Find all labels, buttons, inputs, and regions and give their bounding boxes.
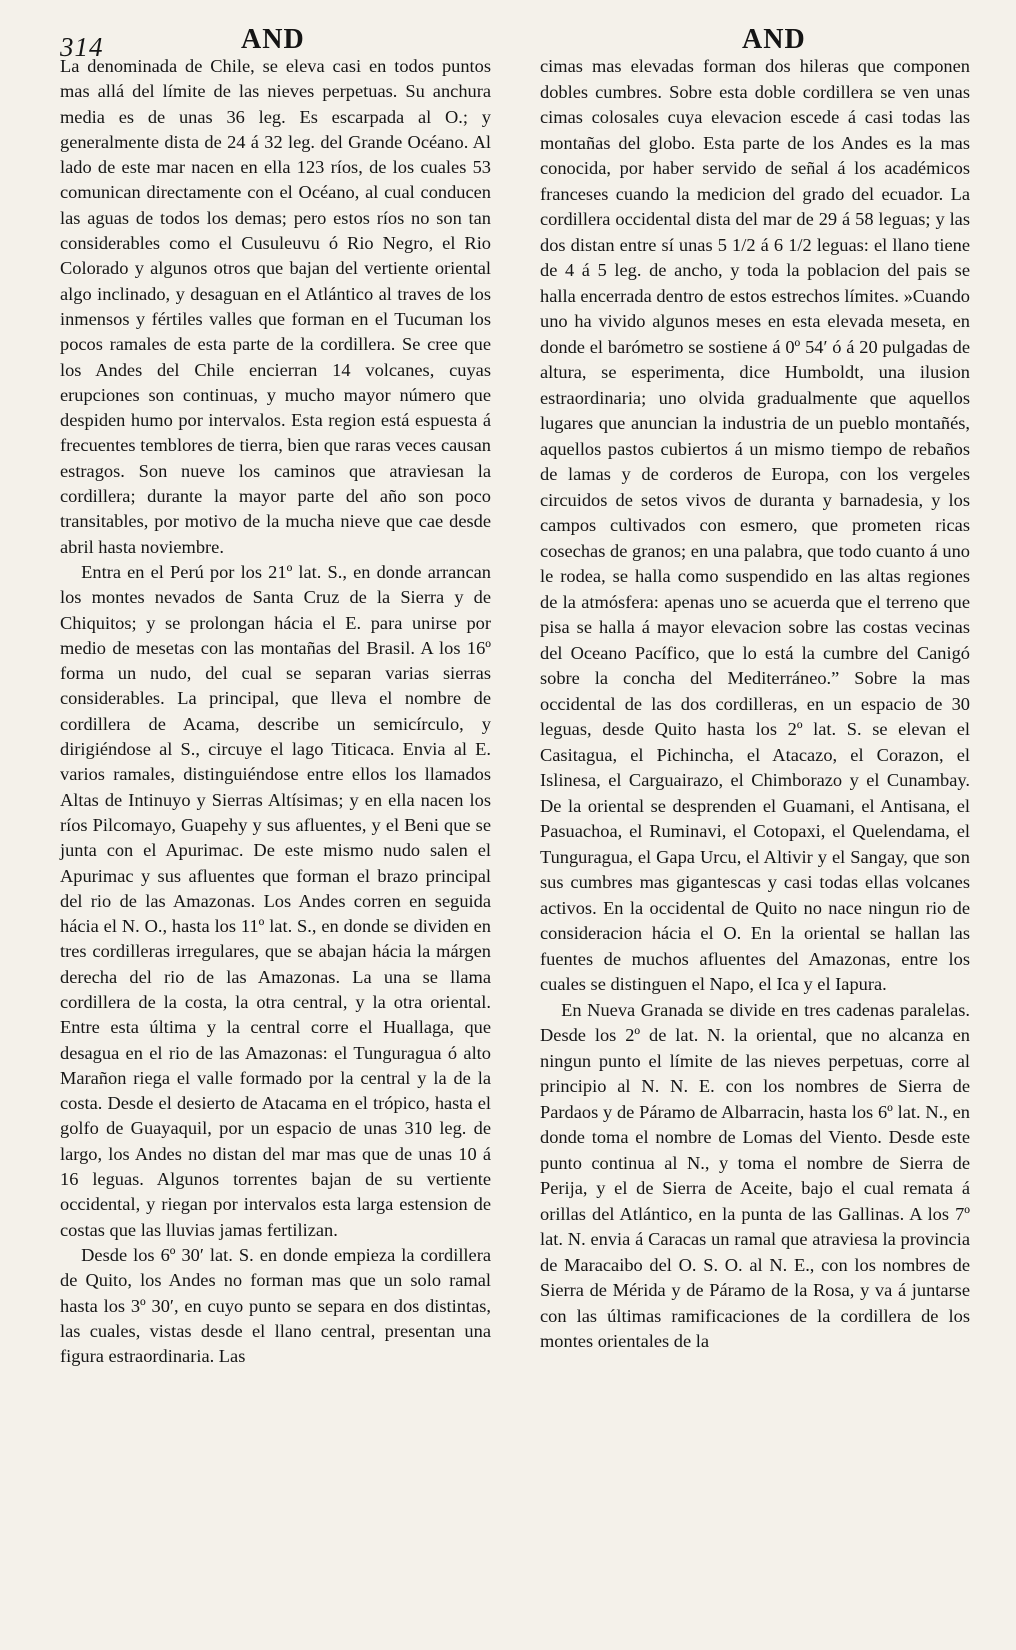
page-number: 314 — [60, 32, 104, 62]
left-column — [60, 54, 491, 1369]
left-paragraph-2: Entra en el Perú por los 21º lat. S., en donde arrancan los montes nevados de Santa Cruz de la Sierra y de Chiquitos; y se prolongan hácia el E. para unirse por medio de mesetas con las montañas del Brasil. A los 16º forma un nudo, del cual se separan varias sierras considerables. La principal, que lleva el nombre de cordillera de Acama, describe un semicírculo, y dirigiéndose al S., circuye el lago Titicaca. Envia al E. varios ramales, distinguiéndose entre ellos los llamados Altas de Intinuyo y Sierras Altísimas; y en ella nacen los ríos Pilcomayo, Guapehy y sus afluentes, y el Beni que se junta con el Apurimac. De este mismo nudo salen el Apurimac y sus afluentes que forman el brazo principal del rio de las Amazonas. Los Andes corren en seguida hácia el N. O., hasta los 11º lat. S., en donde se dividen en tres cordilleras irregulares, que se abajan hácia la márgen derecha del rio de las Amazonas. La una se llama cordillera de la costa, la otra central, y la otra oriental. Entre esta última y la central corre el Huallaga, que desagua en el rio de las Amazonas: el Tunguragua ó alto Marañon riega el valle formado por la central y la de la costa. Desde el desierto de Atacama en el trópico, hasta el golfo de Guayaquil, por un espacio de unas 310 leg. de largo, los Andes no distan del mar mas que de unas 10 á 16 leguas. Algunos torrentes bajan de su vertiente occidental, y riegan por intervalos esta larga estension de costas que las lluvias jamas fertilizan. — [60, 561, 491, 1240]
right-paragraph-1: cimas mas elevadas forman dos hileras que componen dobles cumbres. Sobre esta doble cordillera se ven unas cimas colosales cuya elevacion escede á casi todas las montañas del globo. Esta parte de los Andes es la mas conocida, por haber servido de señal á los académicos franceses cuando la medicion del grado del ecuador. La cordillera occidental dista del mar de 29 á 58 leguas; y las dos distan entre sí unas 5 1/2 á 6 1/2 leguas: el llano tiene de 4 á 5 leg. de ancho, y toda la poblacion del pais se halla encerrada dentro de estos estrechos límites. »Cuando uno ha vivido algunos meses en esta elevada meseta, en donde el barómetro se sostiene á 0º 54′ ó á 20 pulgadas de altura, se esperimenta, dice Humboldt, una ilusion estraordinaria; uno olvida gradualmente que aquellos lugares que anuncian la industria de un pueblo montañés, aquellos pastos cubiertos á un mismo tiempo de rebaños de lamas y de corderos de Europa, con los vergeles circuidos de setos vivos de duranta y barnadesia, y los campos cultivados con esmero, que prometen ricas cosechas de granos; en una palabra, que todo cuanto á uno le rodea, se halla como suspendido en las altas regiones de la atmósfera: apenas uno se acuerda que el terreno que pisa se halla á mayor elevacion sobre las costas vecinas del Oceano Pacífico, que lo está la cumbre del Canigó sobre la concha del Mediterráneo.” Sobre la mas occidental de las dos cordilleras, en un espacio de 30 leguas, desde Quito hasta los 2º lat. S. se elevan el Casitagua, el Pichincha, el Atacazo, el Corazon, el Islinesa, el Carguairazo, el Chimborazo y el Cunambay. De la oriental se desprenden el Guamani, el Antisana, el Pasuachoa, el Ruminavi, el Cotopaxi, el Quelendama, el Tunguragua, el Gapa Urcu, el Altivir y el Sangay, que son sus cumbres mas gigantescas y casi todas ellas volcanes activos. En la occidental de Quito no nace ningun rio de consideracion hácia el O. En la oriental se hallan las fuentes de muchos afluentes del Amazonas, entre los cuales se distinguen el Napo, el Ica y el Iapura. — [540, 56, 970, 994]
right-running-head: AND — [742, 24, 806, 55]
left-running-head: AND — [241, 24, 305, 55]
left-paragraph-3: Desde los 6º 30′ lat. S. en donde empieza la cordillera de Quito, los Andes no forman mas que un solo ramal hasta los 3º 30′, en cuyo punto se separa en dos distintas, las cuales, vistas desde el llano central, presentan una figura estraordinaria. Las — [60, 1244, 491, 1367]
text-columns — [60, 54, 970, 1369]
right-paragraph-2: En Nueva Granada se divide en tres cadenas paralelas. Desde los 2º de lat. N. la oriental, que no alcanza en ningun punto el límite de las nieves perpetuas, corre al principio al N. N. E. con los nombres de Sierra de Pardaos y de Páramo de Albarracin, hasta los 6º lat. N., en donde toma el nombre de Lomas del Viento. Desde este punto continua al N., y toma el nombre de Sierra de Perija, y el de Sierra de Aceite, bajo el cual remata á orillas del Atlántico, en la punta de las Gallinas. A los 7º lat. N. envia á Caracas un ramal que atraviesa la provincia de Maracaibo del O. S. O. al N. E., con los nombres de Sierra de Mérida y de Páramo de la Rosa, y va á juntarse con las últimas ramificaciones de la cordillera de los montes orientales de la — [540, 999, 970, 1351]
page-header — [60, 10, 970, 62]
left-paragraph-1: La denominada de Chile, se eleva casi en todos puntos mas allá del límite de las nieves perpetuas. Su anchura media es de unas 36 leg. Es escarpada al O.; y generalmente dista de 24 á 32 leg. del Grande Océano. Al lado de este mar nacen en ella 123 ríos, de los cuales 53 comunican directamente con el Océano, al cual conducen las aguas de todos los demas; pero estos ríos no son tan considerables como el Cusuleuvu ó Rio Negro, el Rio Colorado y algunos otros que bajan del vertiente oriental algo inclinado, y desaguan en el Atlántico al traves de los inmensos y fértiles valles que forman en el Tucuman los pocos ramales de esta parte de la cordillera. Se cree que los Andes del Chile encierran 14 volcanes, cuyas erupciones son continuas, y mucho mayor número que despiden humo por intervalos. Esta region está espuesta á frecuentes temblores de tierra, bien que raras veces causan estragos. Son nueve los caminos que atraviesan la cordillera; durante la mayor parte del año son poco transitables, por motivo de la mucha nieve que cae desde abril hasta noviembre. — [60, 56, 491, 557]
right-column — [540, 54, 970, 1369]
